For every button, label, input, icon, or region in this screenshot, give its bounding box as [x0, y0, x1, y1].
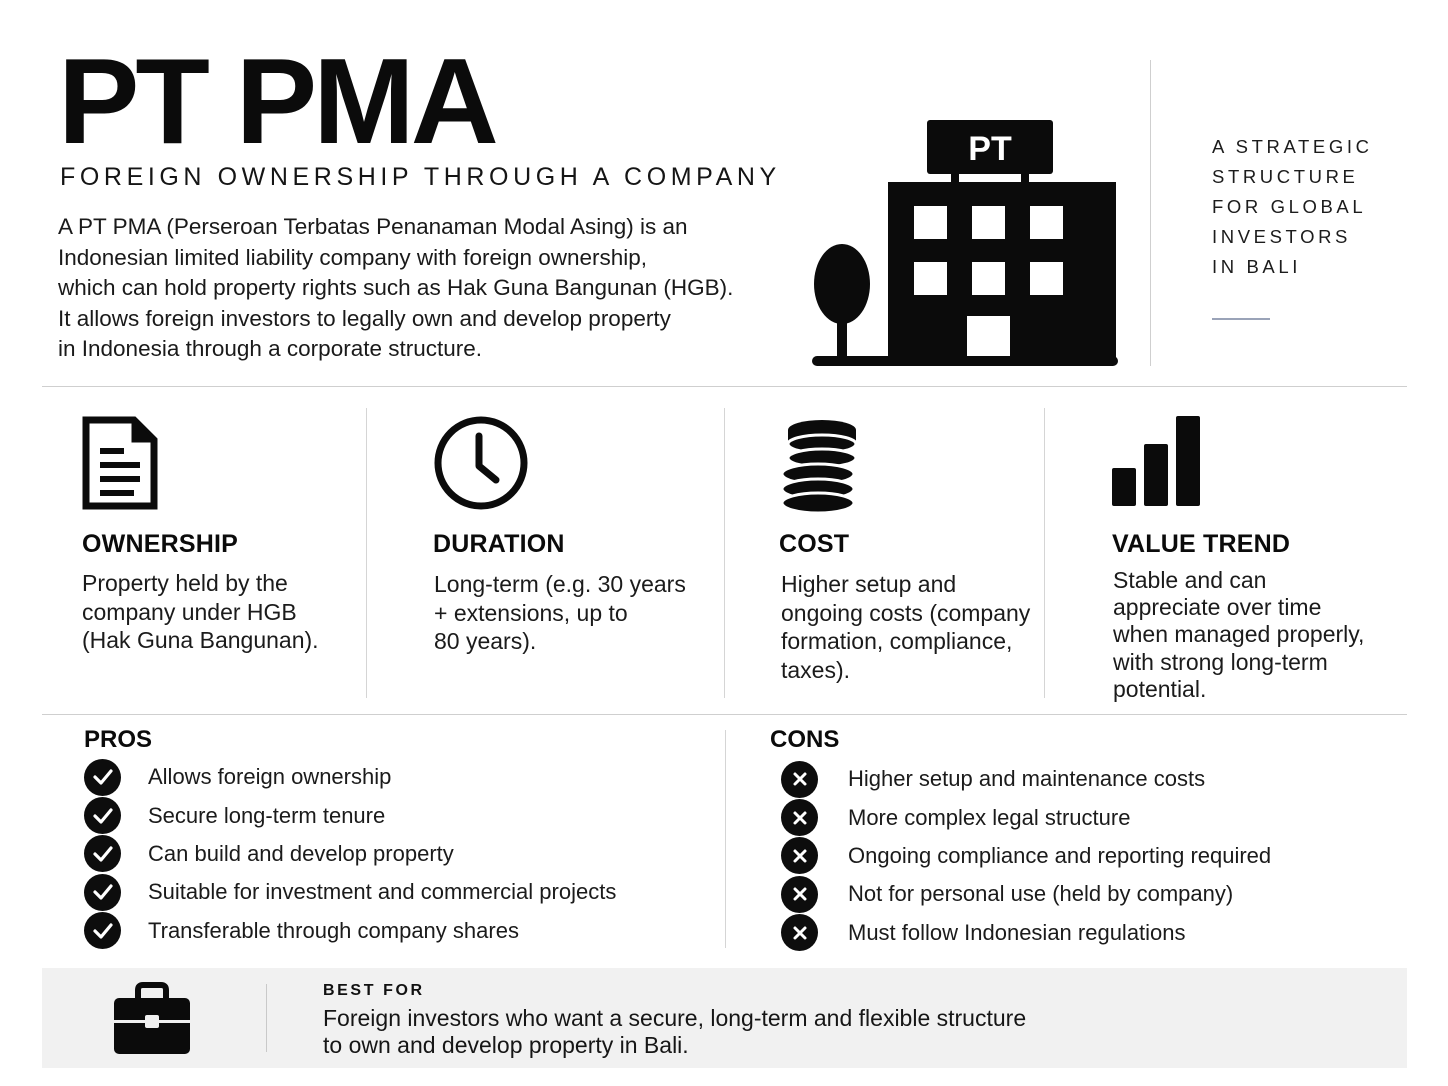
x-icon [781, 761, 818, 798]
company-building-icon [808, 116, 1126, 372]
feature-title-duration: DURATION [433, 530, 565, 558]
cons-item-text: More complex legal structure [848, 804, 1131, 830]
pros-item [84, 873, 704, 911]
pros-item [84, 912, 704, 950]
cons-item-text: Higher setup and maintenance costs [848, 766, 1206, 792]
feature-line: Long-term (e.g. 30 years [434, 571, 686, 597]
cons-item [781, 875, 1401, 913]
x-icon [781, 914, 818, 951]
tagline-line: INVESTORS [1212, 226, 1351, 247]
document-icon [82, 416, 158, 510]
intro-line: Indonesian limited liability company with foreign ownership, [58, 244, 648, 270]
feature-line: appreciate over time [1113, 594, 1322, 621]
pros-cons-divider [725, 730, 726, 948]
feature-text-ownership [82, 569, 319, 655]
tagline-line: A STRATEGIC [1212, 136, 1373, 157]
pros-item-text: Can build and develop property [148, 840, 454, 866]
tagline [1212, 132, 1373, 282]
feature-title-cost: COST [779, 530, 850, 558]
cons-list [781, 760, 1401, 952]
pros-item-text: Secure long-term tenure [148, 802, 386, 828]
feature-line: potential. [1113, 675, 1207, 702]
feature-line: Property held by the [82, 570, 288, 596]
intro-line: in Indonesia through a corporate structure. [58, 336, 483, 361]
feature-line: with strong long-term [1113, 648, 1328, 675]
x-icon [781, 799, 818, 836]
pros-item-text: Allows foreign ownership [148, 764, 392, 790]
feature-text-cost [781, 570, 1030, 684]
cons-item [781, 760, 1401, 798]
tagline-accent-rule [1212, 318, 1270, 320]
feature-line: ongoing costs (company [781, 599, 1031, 626]
best-for-line: to own and develop property in Bali. [323, 1031, 689, 1058]
feature-line: when managed properly, [1113, 621, 1365, 648]
clock-icon [432, 414, 530, 512]
cons-item-text: Not for personal use (held by company) [848, 881, 1234, 907]
pros-list [84, 758, 704, 950]
check-icon [84, 797, 121, 834]
cons-item [781, 837, 1401, 875]
tagline-line: STRUCTURE [1212, 166, 1359, 187]
x-icon [781, 837, 818, 874]
briefcase-icon [112, 982, 192, 1056]
column-divider [724, 408, 725, 698]
pros-item [84, 796, 704, 834]
section-divider [42, 386, 1407, 387]
pros-item [84, 758, 704, 796]
feature-line: 80 years). [434, 628, 537, 654]
feature-text-value-trend [1113, 567, 1364, 703]
cons-item [781, 798, 1401, 836]
feature-line: Stable and can [1113, 567, 1267, 593]
pros-title: PROS [84, 726, 153, 753]
tagline-line: FOR GLOBAL [1212, 196, 1367, 217]
pros-item-text: Transferable through company shares [148, 917, 519, 943]
feature-title-ownership: OWNERSHIP [82, 530, 238, 558]
pros-item-text: Suitable for investment and commercial projects [148, 879, 617, 905]
pros-item [84, 835, 704, 873]
column-divider [366, 408, 367, 698]
feature-line: formation, compliance, [781, 628, 1013, 654]
intro-line: It allows foreign investors to legally own and develop property [58, 305, 671, 331]
intro-line: A PT PMA (Perseroan Terbatas Penanaman Modal Asing) is an [58, 214, 688, 239]
cons-title: CONS [770, 726, 840, 753]
intro-line: which can hold property rights such as Hak Guna Bangunan (HGB). [58, 275, 734, 300]
column-divider [1044, 408, 1045, 698]
page-title: PT PMA [58, 33, 495, 169]
check-icon [84, 759, 121, 796]
section-divider [42, 714, 1407, 715]
check-icon [84, 835, 121, 872]
building-sign-text: PT [968, 130, 1012, 168]
x-icon [781, 876, 818, 913]
best-for-line: Foreign investors who want a secure, long-term and flexible structure [323, 1005, 1027, 1031]
intro-paragraph [58, 212, 778, 365]
header-divider [1150, 60, 1151, 366]
cons-item-text: Ongoing compliance and reporting required [848, 842, 1272, 868]
feature-line: company under HGB [82, 598, 297, 625]
best-for-divider [266, 984, 267, 1052]
tagline-line: IN BALI [1212, 256, 1301, 277]
feature-line: taxes). [781, 656, 851, 683]
coins-icon [778, 418, 860, 514]
feature-line: Higher setup and [781, 571, 957, 597]
cons-item-text: Must follow Indonesian regulations [848, 919, 1186, 945]
feature-line: + extensions, up to [434, 599, 628, 626]
cons-item [781, 914, 1401, 952]
feature-text-duration [434, 570, 686, 656]
feature-line: (Hak Guna Bangunan). [82, 627, 319, 653]
check-icon [84, 874, 121, 911]
feature-title-value-trend: VALUE TREND [1112, 530, 1291, 558]
best-for-text [323, 1005, 1026, 1058]
best-for-label: BEST FOR [323, 982, 425, 999]
check-icon [84, 912, 121, 949]
bar-chart-icon [1110, 414, 1204, 508]
page-subtitle: FOREIGN OWNERSHIP THROUGH A COMPANY [60, 163, 781, 191]
